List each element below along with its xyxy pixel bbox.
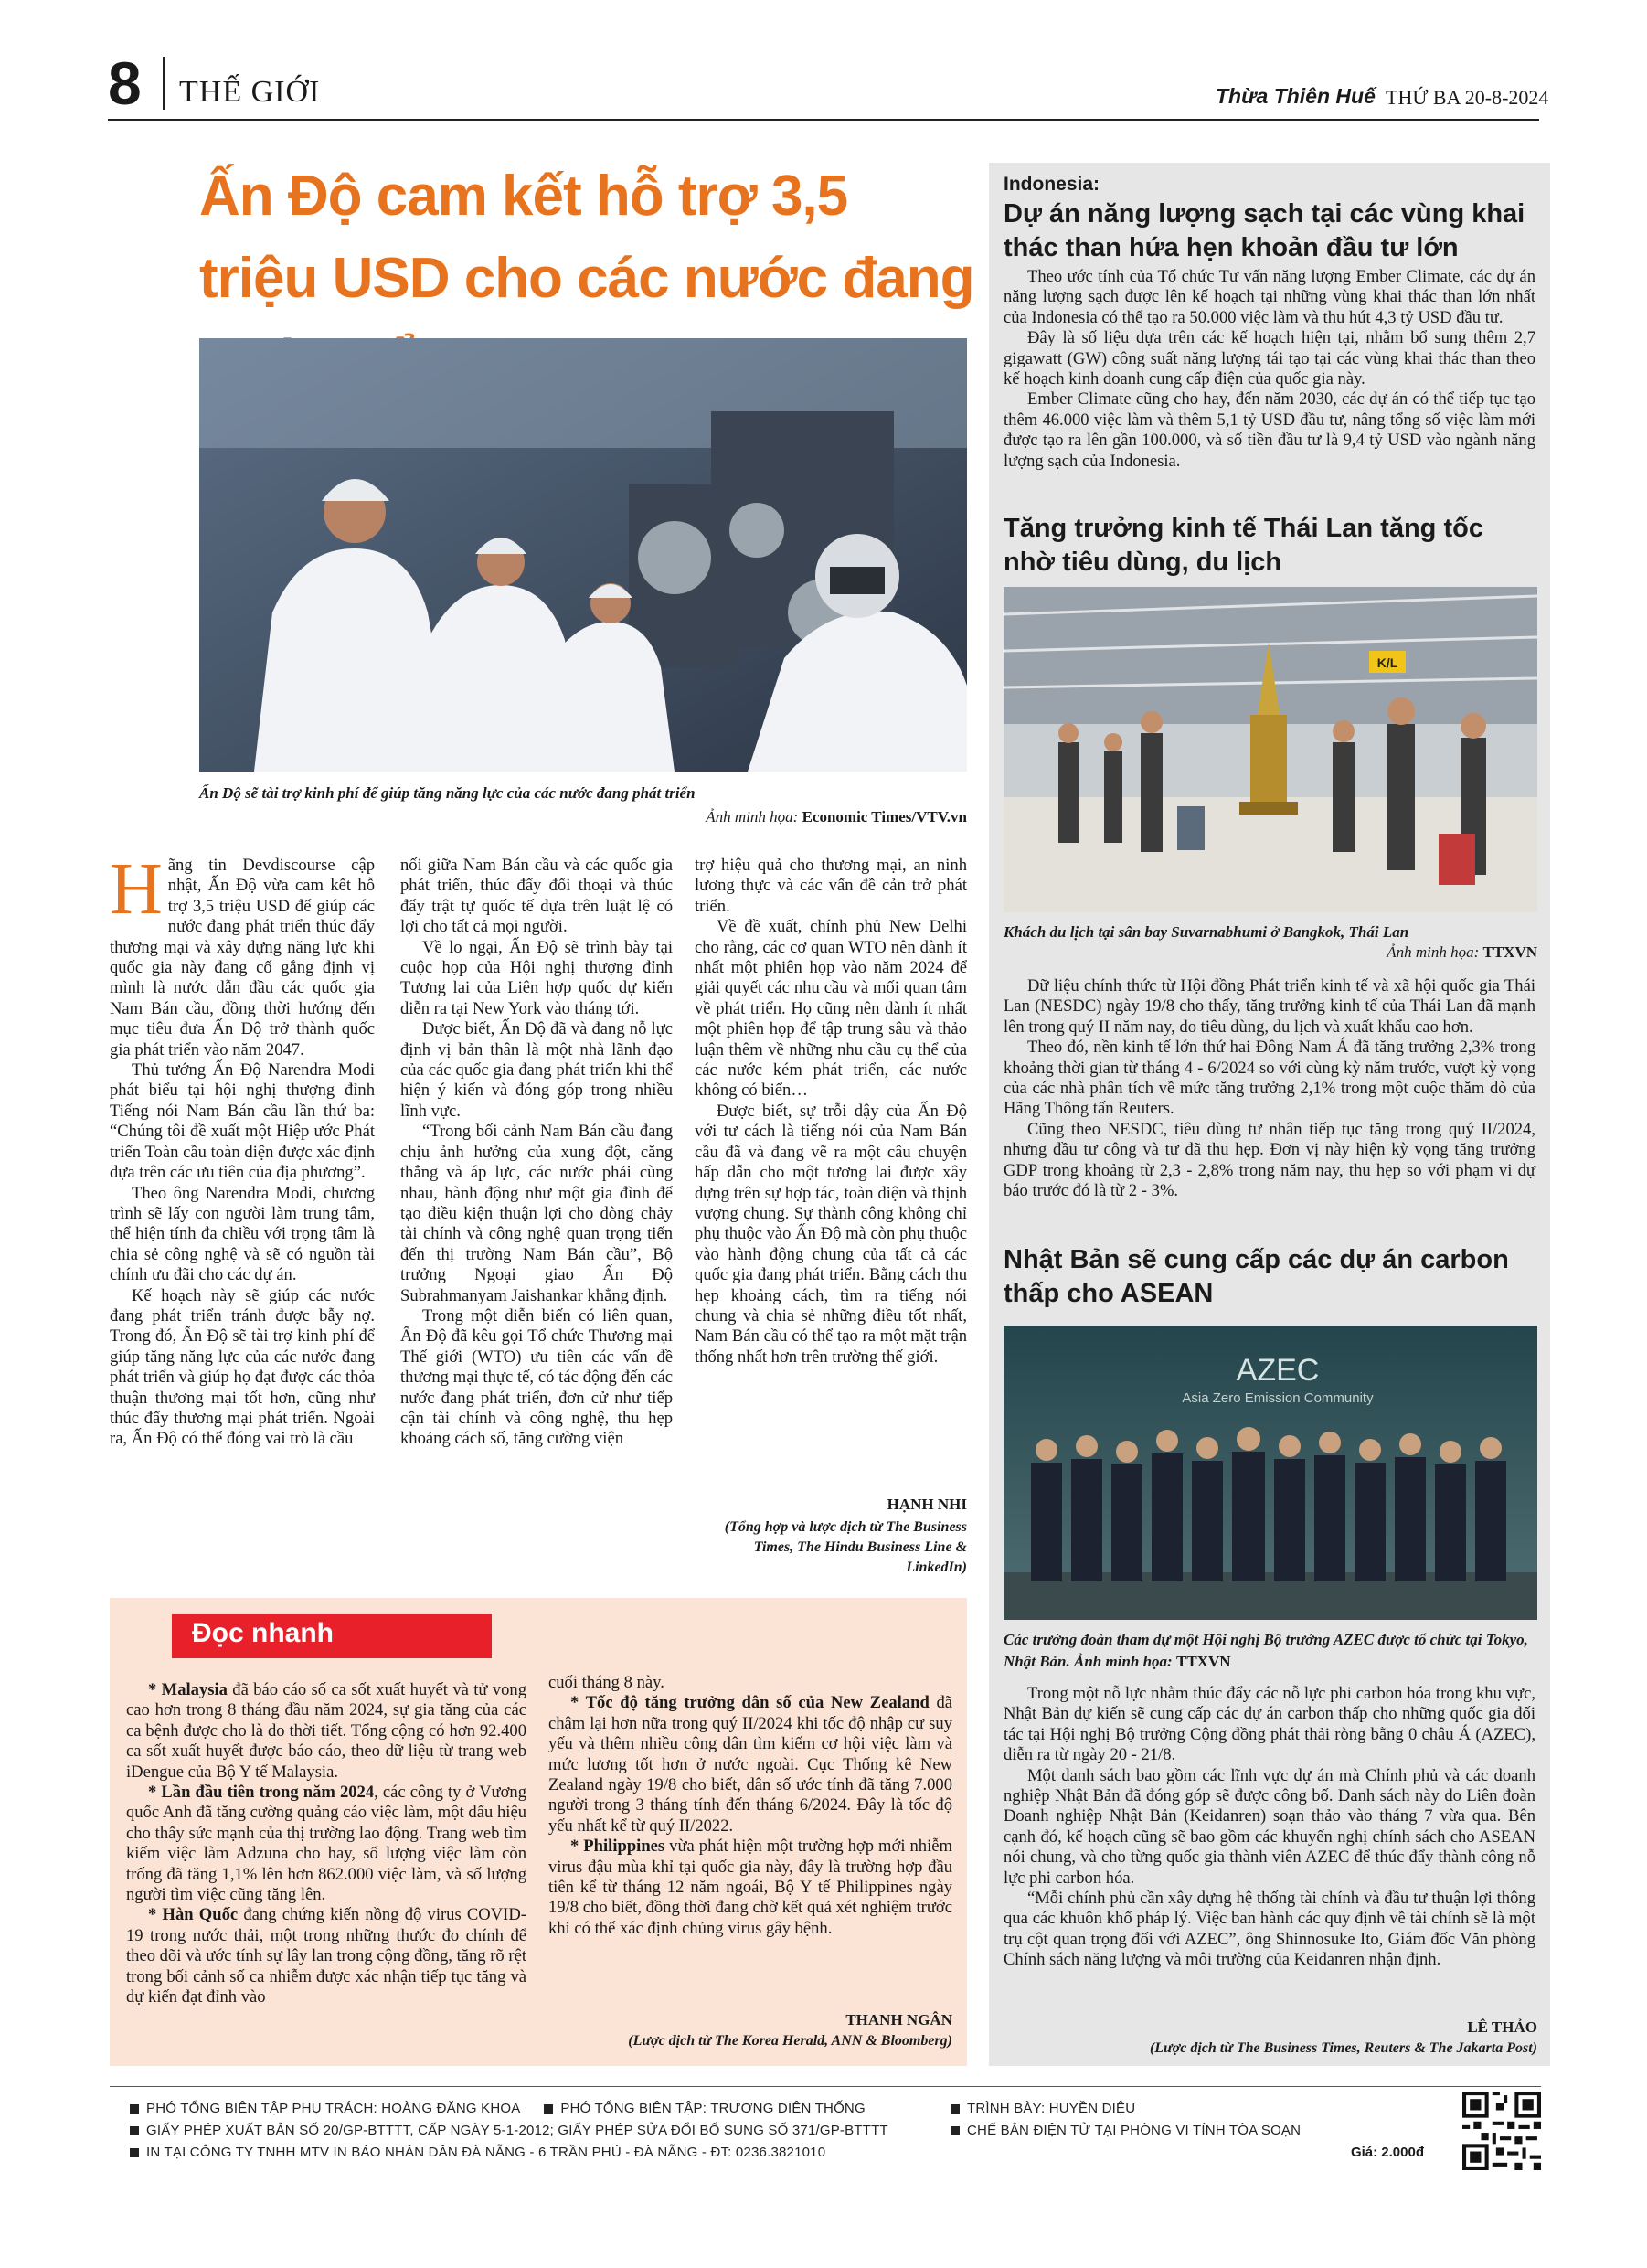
paragraph: Ember Climate cũng cho hay, đến năm 2030, các dự án có thể tiếp tục tạo thêm 46.000 việc làm và thêm 5,1 tỷ USD đầu tư, nâng tổng số việc làm mới được tạo ra lên gần 100.000, và số tiền đầu tư là 9,4 tỷ USD vào ngành năng lượng sạch của Indonesia. xyxy=(1004,389,1535,471)
paragraph: Được biết, Ấn Độ đã và đang nỗ lực định vị bản thân là một nhà lãnh đạo của các quốc gia đang phát triển khi thể hiện ý kiến và đóng góp trong nhiều lĩnh vực. xyxy=(400,1019,673,1121)
quick-item-text: đã báo cáo số ca sốt xuất huyết và tử vong cao hơn trong 8 tháng đầu năm 2024, sự gia tăng của các ca bệnh được cho là do thời tiết. Tổng cộng có hơn 92.400 ca sốt xuất huyết được báo cáo, theo dữ liệu từ trang web iDengue của Bộ Y tế Malaysia. xyxy=(126,1680,526,1782)
footer-rule xyxy=(110,2086,1541,2087)
quick-item xyxy=(548,1693,952,1837)
footer-line-2 xyxy=(130,2123,888,2138)
qr-code-icon xyxy=(1462,2092,1541,2170)
footer-design-text: TRÌNH BÀY: HUYỀN DIỆU xyxy=(967,2101,1136,2116)
footer-line-1 xyxy=(130,2101,1437,2116)
footer-line-3 xyxy=(130,2145,825,2160)
airport-illustration xyxy=(1004,587,1537,912)
footer-printer: IN TẠI CÔNG TY TNHH MTV IN BÁO NHÂN DÂN ĐÀ NẴNG - 6 TRẦN PHÚ - ĐÀ NẴNG - ĐT: 0236.3821010 xyxy=(146,2145,826,2160)
quick-read-column-2 xyxy=(548,1673,952,1939)
azec-sign-title: AZEC xyxy=(1236,1353,1320,1388)
main-headline: Ấn Độ cam kết hỗ trợ 3,5 triệu USD cho các nước đang xyxy=(199,165,974,310)
quick-read-column-1 xyxy=(126,1680,526,2008)
story-body-indonesia xyxy=(1004,267,1535,472)
issue-date: THỨ BA 20-8-2024 xyxy=(1386,86,1549,109)
bullet-square-icon xyxy=(130,2148,139,2157)
paragraph: nối giữa Nam Bán cầu và các quốc gia phát triển, thúc đẩy đối thoại và thúc đẩy trật tự quốc tế dựa trên luật lệ có lợi cho tất cả mọi người. xyxy=(400,856,673,937)
article-author: HẠNH NHI xyxy=(887,1496,967,1513)
footer-typesetting-text: CHẾ BẢN ĐIỆN TỬ TẠI PHÒNG VI TÍNH TÒA SOẠN xyxy=(967,2123,1302,2138)
credit-label: Ảnh minh họa: xyxy=(1387,943,1480,961)
bullet-square-icon xyxy=(951,2126,960,2135)
footer-design xyxy=(951,2101,1135,2116)
dropcap: H xyxy=(110,849,163,930)
quick-item-lead: * Philippines xyxy=(570,1837,665,1857)
paragraph: ãng tin Devdiscourse cập nhật, Ấn Độ vừa cam kết hỗ trợ 3,5 triệu USD để giúp các nước đang phát triển thúc đẩy thương mại và xây dựng năng lực khi quốc gia này đang cố gắng định vị mình là nước dẫn đầu các quốc gia Nam Bán cầu, đồng thời hướng đến mục tiêu đưa Ấn Độ trở thành quốc gia phát triển vào năm 2047. xyxy=(110,856,375,1059)
header-divider xyxy=(163,57,165,110)
article-column-3 xyxy=(695,856,967,1368)
newspaper-name: Thừa Thiên Huế xyxy=(1216,84,1376,108)
quick-author: THANH NGÂN xyxy=(845,2011,952,2028)
quick-item xyxy=(126,1783,526,1905)
footer-license: GIẤY PHÉP XUẤT BẢN SỐ 20/GP-BTTTT, CẤP NGÀY 5-1-2012; GIẤY PHÉP SỬA ĐỔI BỔ SUNG SỐ 371/GP-BTTTT xyxy=(146,2123,888,2138)
airport-photo xyxy=(1004,587,1537,912)
price-label: Giá: 2.000đ xyxy=(1350,2145,1424,2160)
quick-item-lead: * Lần đầu tiên trong năm 2024 xyxy=(148,1783,375,1803)
story-headline-japan: Nhật Bản sẽ cung cấp các dự án carbon thấp cho ASEAN xyxy=(1004,1245,1509,1308)
quick-item-text: , các công ty ở Vương quốc Anh đã tăng cường quảng cáo việc làm, một dấu hiệu cho thấy sức mạnh của thị trường lao động. Trang web tìm kiếm việc làm Adzuna cho hay, số lượng việc làm còn trống đã tăng 1,1% lên hơn 862.000 việc làm, và số lượng người tìm việc cũng tăng lên. xyxy=(126,1783,527,1905)
paragraph: “Mỗi chính phủ cần xây dựng hệ thống tài chính và đầu tư thuận lợi thông qua các khuôn khổ pháp lý. Việc ban hành các quy định về tài chính sẽ là một trụ cột quan trọng đối với AZEC”, ông Shinnosuke Ito, Giám đốc Văn phòng Chính sách năng lượng và môi trường của Keidanren nhận định. xyxy=(1004,1889,1535,1970)
paragraph: Một danh sách bao gồm các lĩnh vực dự án mà Chính phủ và các doanh nghiệp Nhật Bản đã đóng góp sẽ được công bố. Danh sách này do Liên đoàn Doanh nghiệp Nhật Bản (Keidanren) soạn thảo vào tháng 7 vừa qua. Bên cạnh đó, kế hoạch cũng sẽ bao gồm các khuyến nghị chính sách cho ASEAN nói chung, và cho từng quốc gia thành viên AZEC để thúc đẩy thành công nỗ lực phi carbon hóa. xyxy=(1004,1765,1535,1888)
bullet-square-icon xyxy=(130,2104,139,2114)
gate-sign: K/L xyxy=(1376,655,1398,670)
paragraph: Đây là số liệu dựa trên các kế hoạch hiện tại, nhằm bổ sung thêm 2,7 gigawatt (GW) công suất năng lượng tái tạo tại các vùng khai thác than theo kế hoạch kinh doanh cung cấp điện của quốc gia này. xyxy=(1004,328,1535,389)
footer-editor: PHÓ TỔNG BIÊN TẬP PHỤ TRÁCH: HOÀNG ĐĂNG KHOA xyxy=(146,2101,520,2116)
paragraph: Về lo ngại, Ấn Độ sẽ trình bày tại cuộc họp của Hội nghị thượng đỉnh Tương lai của Liên hợp quốc dự kiến diễn ra tại New York vào tháng tới. xyxy=(400,937,673,1018)
right-source: (Lược dịch từ The Business Times, Reuters & The Jakarta Post) xyxy=(1149,2040,1537,2056)
quick-item xyxy=(126,1905,526,2007)
bullet-square-icon xyxy=(544,2104,553,2114)
paragraph: Kế hoạch này sẽ giúp các nước đang phát triển tránh được bẫy nợ. Trong đó, Ấn Độ sẽ tài trợ kinh phí để giúp tăng năng lực của các nước đang phát triển và giúp họ đạt được các thỏa thuận thương mại tốt hơn, cũng như thúc đẩy thương mại phát triển. Ngoài ra, Ấn Độ có thể đóng vai trò là cầu xyxy=(110,1285,375,1449)
airport-photo-caption: Khách du lịch tại sân bay Suvarnabhumi ở Bangkok, Thái Lan xyxy=(1004,923,1409,941)
paragraph: Được biết, sự trỗi dậy của Ấn Độ với tư cách là tiếng nói của Nam Bán cầu đã và đang vẽ ra một câu chuyện hấp dẫn cho một tương lai được xây dựng trên sự hợp tác, toàn diện và thịnh vượng chung. Sự thành công không chỉ phụ thuộc vào Ấn Độ mà còn phụ thuộc vào hành động chung của tất cả các quốc gia đang phát triển. Bằng cách thu hẹp khoảng cách, tìm ra tiếng nói chung và chia sẻ những điều tốt nhất, Nam Bán cầu có thể tạo ra một mặt trận thống nhất hơn trên trường thế giới. xyxy=(695,1101,967,1367)
credit-source: TTXVN xyxy=(1482,943,1537,961)
credit-source: Economic Times/VTV.vn xyxy=(802,808,967,825)
main-photo-credit xyxy=(199,808,967,826)
section-title: THẾ GIỚI xyxy=(179,75,321,109)
footer-deputy: PHÓ TỔNG BIÊN TẬP: TRƯƠNG DIÊN THỐNG xyxy=(560,2101,866,2116)
quick-item xyxy=(126,1680,526,1783)
paragraph: Thủ tướng Ấn Độ Narendra Modi phát biểu tại hội nghị thượng đỉnh Tiếng nói Nam Bán cầu lần thứ ba: “Chúng tôi đề xuất một Hiệp ước Phát triển Toàn cầu toàn diện được xác định dựa trên các ưu tiên của địa phương”. xyxy=(110,1060,375,1183)
quick-item-text: vừa phát hiện một trường hợp mới nhiễm virus đậu mùa khỉ tại quốc gia này, đây là trường hợp đầu tiên kể từ tháng 12 năm ngoái, Bộ Y tế Philippines ngày 19/8 cho biết, đồng thời đang chờ kết quả xét nghiệm trước khi có thể xác định chủng virus gây bệnh. xyxy=(548,1837,952,1938)
header-rule xyxy=(108,119,1539,121)
airport-photo-credit xyxy=(1004,943,1537,962)
story-headline-thailand: Tăng trưởng kinh tế Thái Lan tăng tốc nhờ tiêu dùng, du lịch xyxy=(1004,514,1483,577)
story-body-thailand xyxy=(1004,976,1535,1201)
factory-workers-illustration xyxy=(199,338,967,772)
quick-item xyxy=(548,1837,952,1939)
paragraph: Theo ông Narendra Modi, chương trình sẽ lấy con người làm trung tâm, thể hiện tính đa chiều với trọng tâm là chia sẻ công nghệ và sẽ có nguồn tài chính ưu đãi cho các dự án. xyxy=(110,1183,375,1285)
credit-source: TTXVN xyxy=(1175,1653,1231,1670)
main-photo-caption: Ấn Độ sẽ tài trợ kinh phí để giúp tăng năng lực của các nước đang phát triển xyxy=(199,784,696,802)
main-photo xyxy=(199,338,967,772)
caption-text: Các trưởng đoàn tham dự một Hội nghị Bộ trưởng AZEC được tổ chức tại Tokyo, Nhật Bản. xyxy=(1004,1631,1528,1670)
story-body-japan xyxy=(1004,1684,1535,1971)
paragraph: Về đề xuất, chính phủ New Delhi cho rằng, các cơ quan WTO nên dành ít nhất một phiên họp vào năm 2024 để giải quyết các nhu cầu và mối quan tâm về phát triển. Họ cũng nên dành ít nhất một phiên họp để tập trung sâu và thảo luận thêm về những nhu cầu cụ thể của các nước kém phát triển, các nước không có biển… xyxy=(695,917,967,1101)
quick-item xyxy=(548,1673,952,1693)
bullet-square-icon xyxy=(951,2104,960,2114)
paragraph: Dữ liệu chính thức từ Hội đồng Phát triển kinh tế và xã hội quốc gia Thái Lan (NESDC) ngày 19/8 cho thấy, tăng trưởng kinh tế của Thái Lan đã mạnh lên trong quý II năm nay, do tiêu dùng, du lịch và xuất khẩu cao hơn. xyxy=(1004,976,1535,1037)
azec-photo-caption xyxy=(1004,1629,1537,1673)
story-headline-indonesia: Dự án năng lượng sạch tại các vùng khai thác than hứa hẹn khoản đầu tư lớn xyxy=(1004,199,1525,262)
credit-label: Ảnh minh họa: xyxy=(1074,1653,1173,1670)
azec-illustration xyxy=(1004,1326,1537,1620)
quick-read-title: Đọc nhanh xyxy=(192,1618,334,1648)
article-column-1 xyxy=(110,849,375,1450)
footer-typesetting xyxy=(951,2123,1301,2138)
credit-label: Ảnh minh họa: xyxy=(706,808,799,825)
article-column-2 xyxy=(400,856,673,1450)
paragraph: “Trong bối cảnh Nam Bán cầu đang chịu ảnh hưởng của xung đột, căng thẳng và áp lực, các nước phải cùng nhau, hành động như một gia đình để tạo điều kiện thuận lợi cho dòng chảy tài chính và công nghệ quan trọng tiến đến thị trường Nam Bán cầu”, Bộ trưởng Ngoại giao Ấn Độ Subrahmanyam Jaishankar khẳng định. xyxy=(400,1122,673,1305)
paragraph: Theo đó, nền kinh tế lớn thứ hai Đông Nam Á đã tăng trưởng 2,3% trong khoảng thời gian từ tháng 4 - 6/2024 so với cùng kỳ năm trước, vượt kỳ vọng của các nhà phân tích về mức tăng trưởng 2,1% trong một cuộc thăm dò của Hãng Thông tấn Reuters. xyxy=(1004,1038,1535,1119)
paragraph: Cũng theo NESDC, tiêu dùng tư nhân tiếp tục tăng trong quý II/2024, nhưng đầu tư công và tư đã thu hẹp. Đơn vị này hiện kỳ vọng tăng trưởng GDP trong khoảng từ 2,3 - 2,8% trong năm nay, thu hẹp so với phạm vi dự báo trước đó là từ 2 - 3%. xyxy=(1004,1119,1535,1201)
page-number: 8 xyxy=(108,49,142,117)
paragraph: Theo ước tính của Tổ chức Tư vấn năng lượng Ember Climate, các dự án năng lượng sạch được lên kế hoạch tại những vùng khai thác than lớn nhất của Indonesia có thể tạo ra 50.000 việc làm và thu hút 4,3 tỷ USD đầu tư. xyxy=(1004,267,1535,327)
story-kicker: Indonesia: xyxy=(1004,174,1100,195)
paragraph: Trong một diễn biến có liên quan, Ấn Độ đã kêu gọi Tổ chức Thương mại Thế giới (WTO) ưu tiên các vấn đề thương mại thực tế, có tác động đến các nước đang phát triển, đơn cử như tiếp cận tài chính và công nghệ, thu hẹp khoảng cách số, tăng cường viện xyxy=(400,1305,673,1449)
quick-item-text: cuối tháng 8 này. xyxy=(548,1673,664,1692)
quick-item-lead: * Hàn Quốc xyxy=(148,1905,239,1925)
azec-photo xyxy=(1004,1326,1537,1620)
quick-item-lead: * Malaysia xyxy=(148,1680,228,1699)
paragraph: trợ hiệu quả cho thương mại, an ninh lương thực và các vấn đề cản trở phát triển. xyxy=(695,856,967,916)
quick-item-text: đang chứng kiến nồng độ virus COVID-19 trong nước thải, một trong những thước đo chính để theo dõi và ước tính sự lây lan trong cộng đồng, tăng rõ rệt trong bối cảnh số ca nhiễm được xác nhận tiếp tục tăng và dự kiến đạt đỉnh vào xyxy=(126,1905,526,2007)
paragraph: Trong một nỗ lực nhằm thúc đẩy các nỗ lực phi carbon hóa trong khu vực, Nhật Bản dự kiến sẽ cung cấp các dự án carbon thấp cho những quốc gia đối tác tại Hội nghị Bộ trưởng Cộng đồng phát thải ròng bằng 0 châu Á (AZEC), diễn ra từ ngày 20 - 21/8. xyxy=(1004,1684,1535,1765)
quick-item-text: đã chậm lại hơn nữa trong quý II/2024 khi tốc độ nhập cư suy yếu và thêm nhiều công dân tìm kiếm cơ hội việc làm và mức lương tốt hơn ở nước ngoài. Cục Thống kê New Zealand ngày 19/8 cho biết, dân số ước tính đã tăng 7.000 người trong 3 tháng tính đến tháng 6/2024. Đây là tốc độ yếu nhất kể từ quý II/2022. xyxy=(548,1693,953,1836)
article-source: (Tổng hợp và lược dịch từ The Business Times, The Hindu Business Line & LinkedIn) xyxy=(724,1519,967,1575)
azec-sign-subtitle: Asia Zero Emission Community xyxy=(1182,1390,1374,1406)
bullet-square-icon xyxy=(130,2126,139,2135)
right-author: LÊ THẢO xyxy=(1467,2018,1537,2036)
quick-source: (Lược dịch từ The Korea Herald, ANN & Bloomberg) xyxy=(628,2033,952,2049)
quick-item-lead: * Tốc độ tăng trưởng dân số của New Zealand xyxy=(570,1693,930,1713)
